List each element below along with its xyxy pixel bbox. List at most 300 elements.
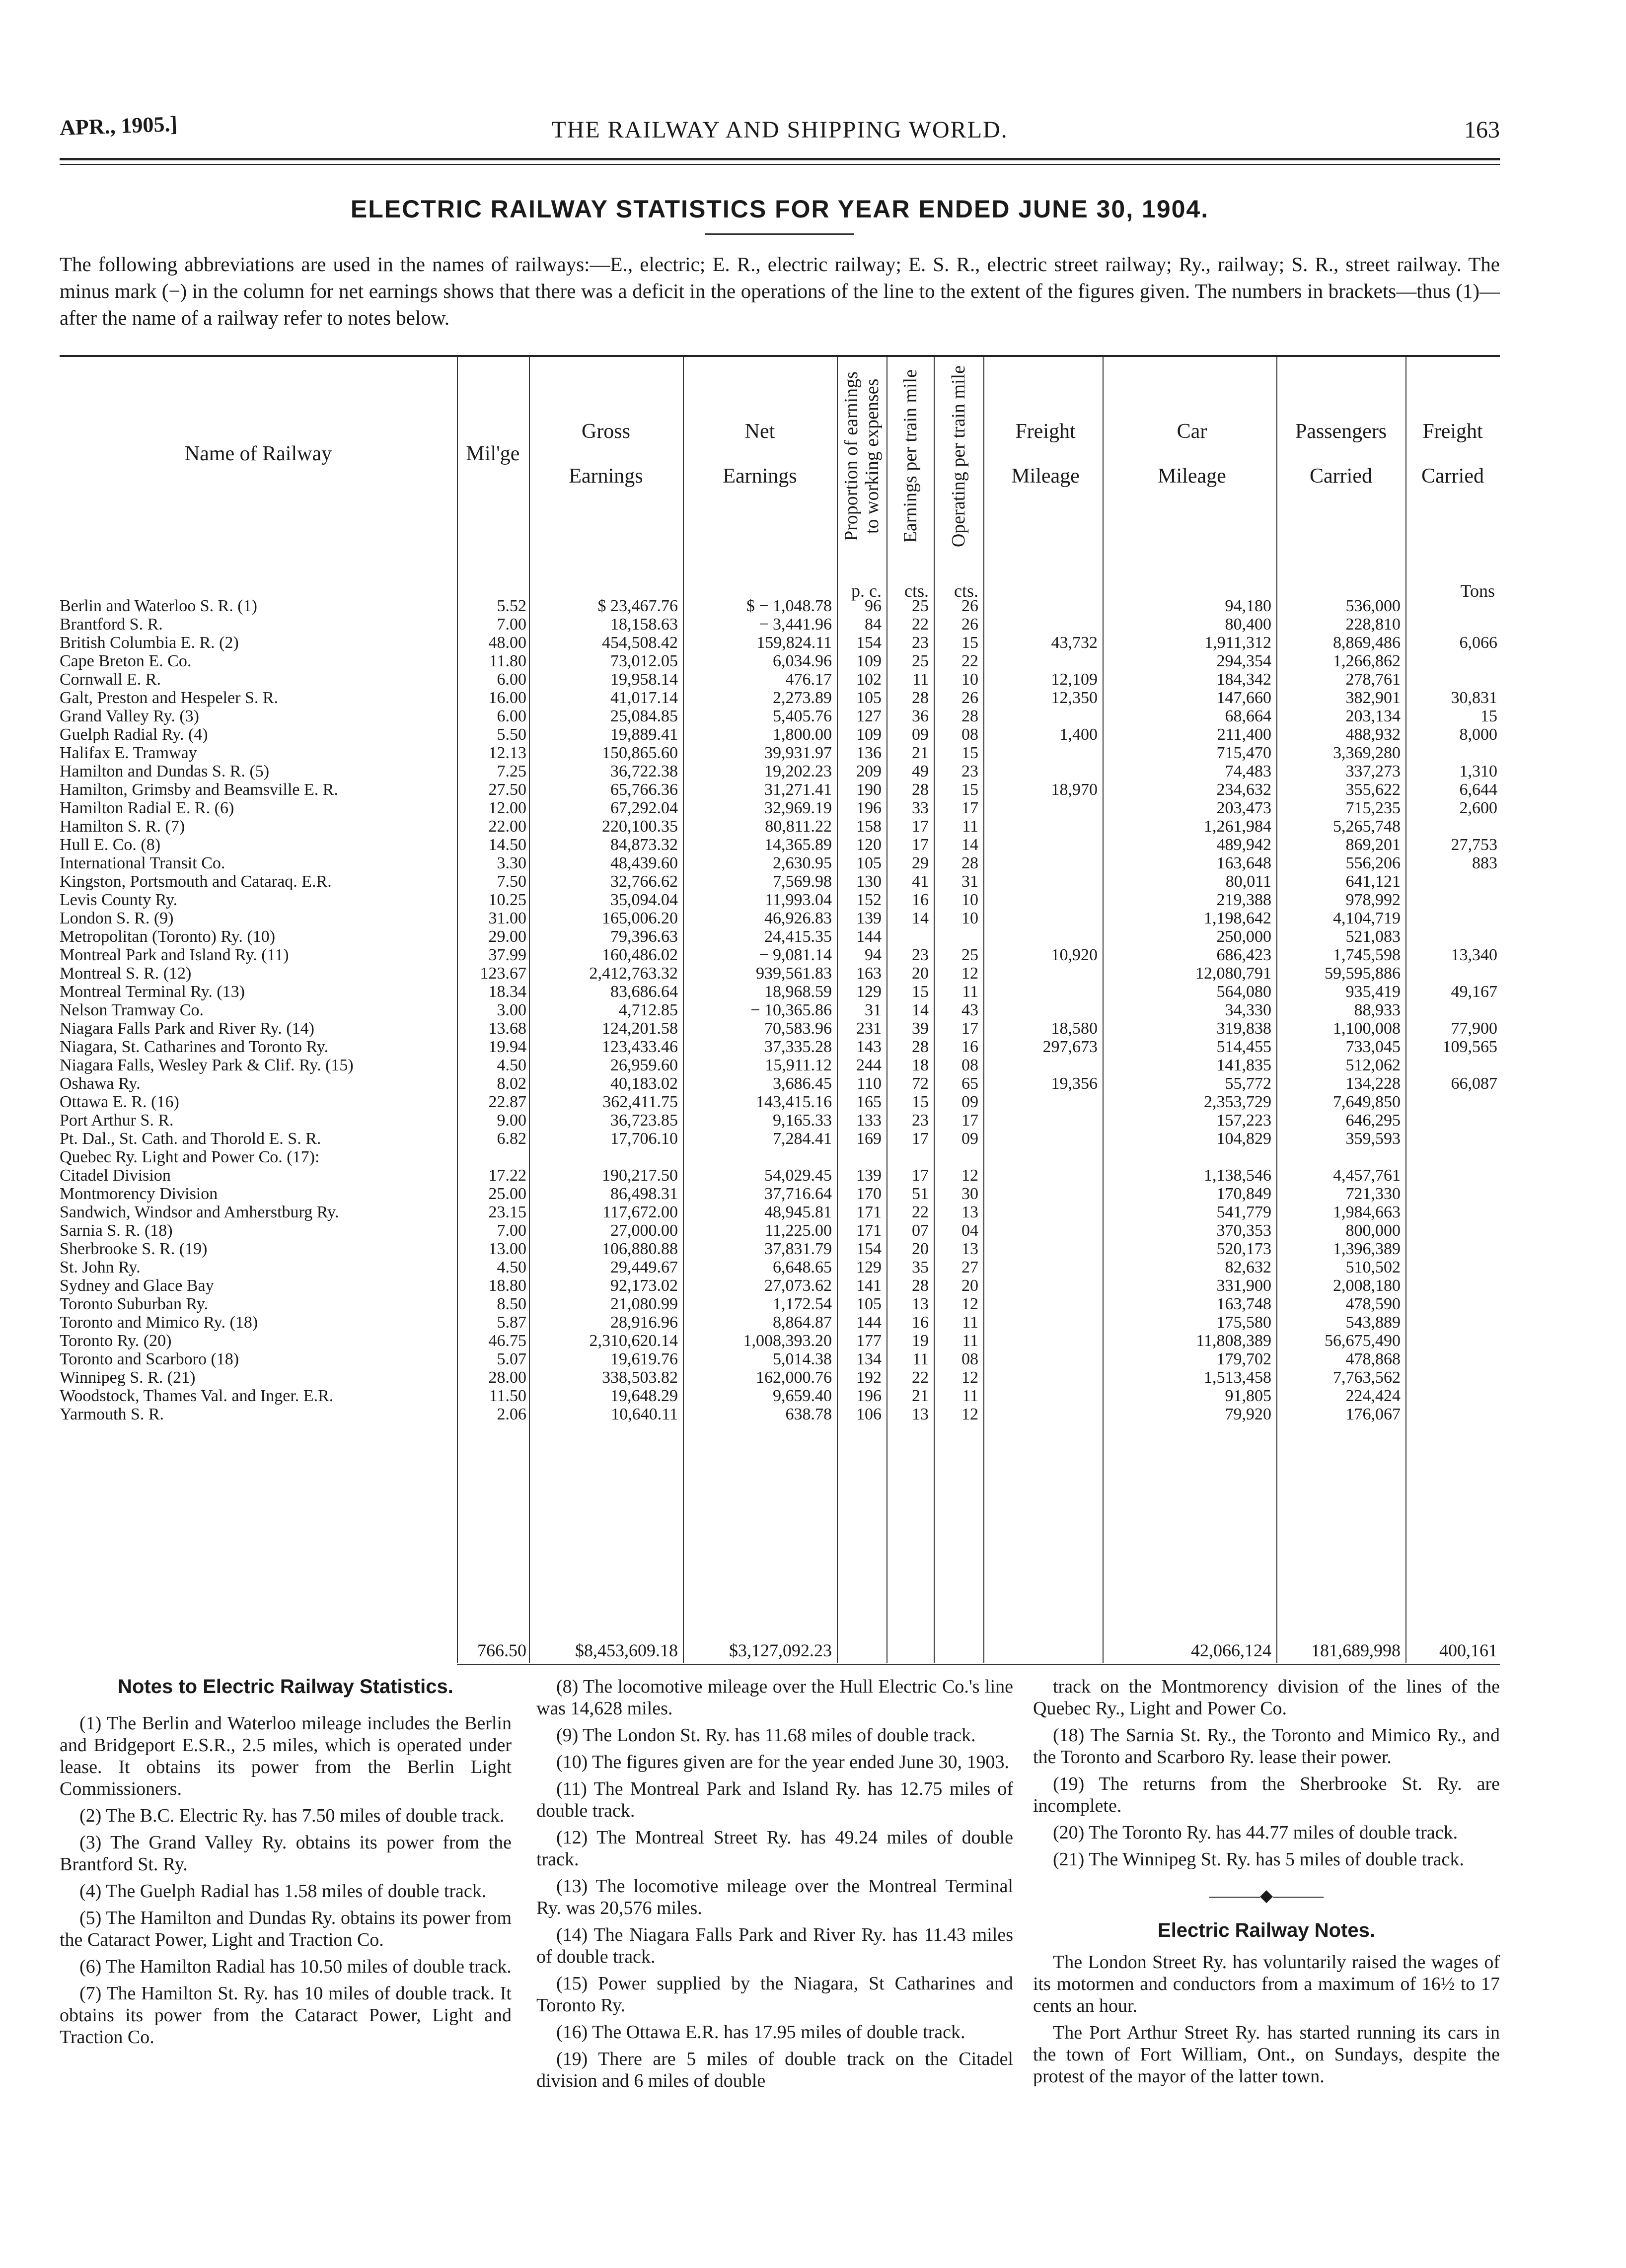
cell-net: − 9,081.14: [759, 946, 832, 964]
cell-cmil: 489,942: [1216, 836, 1271, 854]
cell-net: 37,716.64: [764, 1185, 832, 1203]
cell-prop: 129: [856, 983, 882, 1001]
cell-net: 31,271.41: [764, 780, 832, 799]
cell-net: 159,824.11: [756, 634, 832, 652]
cell-earn: 17: [912, 836, 929, 854]
table-row: [60, 1405, 1500, 1423]
railway-name: Hamilton, Grimsby and Beamsville E. R.: [60, 780, 338, 799]
note-paragraph: (2) The B.C. Electric Ry. has 7.50 miles of double track.: [79, 1805, 505, 1826]
cell-prop: 110: [857, 1074, 882, 1093]
cell-pass: 512,062: [1345, 1056, 1401, 1074]
note-paragraph: (3) The Grand Valley Ry. obtains its power from the Brantford St. Ry.: [60, 1832, 512, 1875]
cell-pass: 646,295: [1345, 1111, 1401, 1130]
cell-pass: 800,000: [1345, 1221, 1401, 1240]
cell-gross: 48,439.60: [610, 854, 678, 872]
cell-earn: 11: [912, 1350, 929, 1368]
cell-mil: 7.50: [497, 872, 526, 891]
totals-row: [60, 1638, 1500, 1663]
cell-op: 27: [961, 1258, 978, 1276]
cell-prop: 120: [856, 836, 882, 854]
railway-name: Toronto Suburban Ry.: [60, 1295, 209, 1313]
cell-gross: 2,310,620.14: [589, 1332, 678, 1350]
table-row: [60, 1185, 1500, 1203]
cell-earn: 22: [912, 1203, 929, 1221]
cell-gross: 29,449.67: [610, 1258, 678, 1276]
railway-name: Ottawa E. R. (16): [60, 1093, 179, 1111]
railway-name: Montreal Park and Island Ry. (11): [60, 946, 289, 964]
cell-net: 6,034.96: [773, 652, 832, 670]
cell-frt: 6,644: [1459, 780, 1497, 799]
cell-mil: 5.87: [497, 1313, 526, 1332]
cell-earn: 13: [912, 1405, 929, 1423]
table-row: [60, 725, 1500, 744]
header-rule-thin: [60, 164, 1500, 165]
cell-net: 939,561.83: [756, 964, 832, 983]
cell-cmil: 234,632: [1216, 780, 1271, 799]
cell-gross: 35,094.04: [610, 891, 678, 909]
cell-cmil: 12,080,791: [1195, 964, 1271, 983]
cell-gross: 41,017.14: [610, 689, 678, 707]
cell-cmil: 175,580: [1216, 1313, 1271, 1332]
cell-mil: 6.00: [497, 670, 526, 689]
cell-frt: 30,831: [1451, 689, 1497, 707]
railway-name: Sherbrooke S. R. (19): [60, 1240, 208, 1258]
cell-mil: 3.30: [497, 854, 526, 872]
cell-prop: 105: [856, 854, 882, 872]
cell-op: 11: [962, 1332, 978, 1350]
cell-earn: 36: [912, 707, 929, 725]
cell-prop: 134: [856, 1350, 882, 1368]
railway-name: Toronto and Mimico Ry. (18): [60, 1313, 258, 1332]
cell-earn: 25: [912, 597, 929, 615]
cell-fmil: 12,350: [1051, 689, 1098, 707]
cell-earn: 49: [912, 762, 929, 780]
cell-pass: 1,984,663: [1333, 1203, 1401, 1221]
cell-gross: 106,880.88: [602, 1240, 678, 1258]
note-paragraph: The Port Arthur Street Ry. has started running its cars in the town of Fort William, Ont., on Sundays, despite the protest of the mayor of the latter town.: [1033, 2022, 1500, 2087]
cell-pass: 355,622: [1345, 780, 1401, 799]
cell-cmil: 80,011: [1225, 872, 1271, 891]
cell-net: 476.17: [785, 670, 832, 689]
cell-pass: 4,104,719: [1333, 909, 1401, 927]
cell-mil: 6.82: [497, 1130, 526, 1148]
cell-pass: 337,273: [1345, 762, 1401, 780]
cell-gross: 32,766.62: [610, 872, 678, 891]
cell-frt: 66,087: [1451, 1074, 1497, 1093]
cell-earn: 28: [912, 780, 929, 799]
cell-frt: 8,000: [1459, 725, 1497, 744]
cell-gross: 27,000.00: [610, 1221, 678, 1240]
table-row: [60, 1258, 1500, 1276]
cell-prop: 154: [856, 1240, 882, 1258]
cell-earn: 51: [912, 1185, 929, 1203]
railway-name: International Transit Co.: [60, 854, 225, 872]
cell-op: 30: [961, 1185, 978, 1203]
cell-gross: 19,648.29: [610, 1387, 678, 1405]
cell-op: 11: [962, 817, 978, 836]
cell-earn: 35: [912, 1258, 929, 1276]
cell-mil: 4.50: [497, 1056, 526, 1074]
cell-frt: 6,066: [1459, 634, 1497, 652]
note-paragraph: (4) The Guelph Radial has 1.58 miles of double track.: [79, 1881, 487, 1902]
cell-cmil: 68,664: [1225, 707, 1271, 725]
cell-net: 54,029.45: [764, 1166, 832, 1185]
cell-prop: 133: [856, 1111, 882, 1130]
cell-net: 1,172.54: [773, 1295, 832, 1313]
cell-pass: 488,932: [1345, 725, 1401, 744]
cell-pass: 59,595,886: [1325, 964, 1401, 983]
cell-op: 11: [962, 983, 978, 1001]
cell-mil: 37.99: [488, 946, 526, 964]
cell-prop: 96: [865, 597, 882, 615]
railway-name: Woodstock, Thames Val. and Inger. E.R.: [60, 1387, 334, 1405]
note-paragraph: (19) There are 5 miles of double track on the Citadel division and 6 miles of double: [536, 2049, 1013, 2091]
notes-list: [536, 1676, 1013, 2092]
running-head: [60, 113, 1500, 148]
cell-prop: 192: [856, 1368, 882, 1387]
cell-gross: 2,412,763.32: [589, 964, 678, 983]
cell-mil: 18.34: [488, 983, 526, 1001]
cell-net: 6,648.65: [773, 1258, 832, 1276]
note-paragraph: (6) The Hamilton Radial has 10.50 miles of double track.: [79, 1956, 512, 1977]
table-row: [60, 597, 1500, 615]
cell-earn: 20: [912, 1240, 929, 1258]
cell-mil: 7.25: [497, 762, 526, 780]
cell-gross: 19,619.76: [610, 1350, 678, 1368]
cell-cmil: 520,173: [1216, 1240, 1271, 1258]
cell-cmil: 1,261,984: [1204, 817, 1271, 836]
cell-cmil: 1,138,546: [1204, 1166, 1271, 1185]
cell-fmil: 297,673: [1042, 1038, 1098, 1056]
cell-earn: 23: [912, 946, 929, 964]
cell-prop: 171: [856, 1203, 882, 1221]
statistics-table: [60, 355, 1500, 1678]
cell-frt: 883: [1472, 854, 1497, 872]
cell-earn: 20: [912, 964, 929, 983]
railway-name: Hull E. Co. (8): [60, 836, 161, 854]
cell-net: 5,405.76: [773, 707, 832, 725]
cell-op: 12: [961, 1166, 978, 1185]
cell-pass: 721,330: [1345, 1185, 1401, 1203]
table-row: [60, 1368, 1500, 1387]
cell-earn: 17: [912, 1130, 929, 1148]
cell-net: $ − 1,048.78: [746, 597, 832, 615]
table-row: [60, 1130, 1500, 1148]
cell-prop: 177: [856, 1332, 882, 1350]
cell-pass: 536,000: [1345, 597, 1401, 615]
total-mileage: 766.50: [477, 1640, 526, 1660]
cell-pass: 935,419: [1345, 983, 1401, 1001]
railway-name: Sandwich, Windsor and Amherstburg Ry.: [60, 1203, 339, 1221]
cell-gross: 160,486.02: [602, 946, 678, 964]
table-body: [60, 597, 1500, 1423]
cell-op: 13: [961, 1240, 978, 1258]
cell-pass: 134,228: [1345, 1074, 1401, 1093]
cell-gross: 83,686.64: [610, 983, 678, 1001]
cell-cmil: 74,483: [1225, 762, 1271, 780]
cell-mil: 11.80: [489, 652, 526, 670]
cell-cmil: 34,330: [1225, 1001, 1271, 1019]
cell-pass: 203,134: [1345, 707, 1401, 725]
railway-name: Yarmouth S. R.: [60, 1405, 164, 1423]
cell-fmil: 18,580: [1051, 1019, 1098, 1038]
cell-cmil: 564,080: [1216, 983, 1271, 1001]
cell-net: 1,800.00: [773, 725, 832, 744]
cell-earn: 17: [912, 817, 929, 836]
cell-net: 39,931.97: [764, 744, 832, 762]
railway-name: Sydney and Glace Bay: [60, 1276, 214, 1295]
note-paragraph: (5) The Hamilton and Dundas Ry. obtains its power from the Cataract Power, Light and Traction Co.: [60, 1908, 512, 1950]
cell-gross: 36,723.85: [610, 1111, 678, 1130]
railway-name: Niagara Falls Park and River Ry. (14): [60, 1019, 314, 1038]
cell-gross: 190,217.50: [602, 1166, 678, 1185]
railway-name: Niagara Falls, Wesley Park & Clif. Ry. (15): [60, 1056, 354, 1074]
total-freight: 400,161: [1439, 1640, 1497, 1660]
section-ornament: ———◆———: [1209, 1887, 1324, 1905]
railway-name: Cornwall E. R.: [60, 670, 161, 689]
railway-name: Kingston, Portsmouth and Cataraq. E.R.: [60, 872, 332, 891]
table-row: [60, 707, 1500, 725]
note-paragraph: (14) The Niagara Falls Park and River Ry. has 11.43 miles of double track.: [536, 1924, 1013, 1967]
note-paragraph: (20) The Toronto Ry. has 44.77 miles of double track.: [1053, 1822, 1458, 1843]
cell-frt: 49,167: [1451, 983, 1497, 1001]
cell-gross: 84,873.32: [610, 836, 678, 854]
cell-earn: 07: [912, 1221, 929, 1240]
cell-net: 9,165.33: [773, 1111, 832, 1130]
cell-mil: 8.02: [497, 1074, 526, 1093]
cell-op: 12: [961, 1405, 978, 1423]
note-paragraph: (10) The figures given are for the year ended June 30, 1903.: [556, 1752, 1010, 1772]
cell-earn: 19: [912, 1332, 929, 1350]
issue-date: APR., 1905.]: [59, 111, 178, 141]
cell-prop: 165: [856, 1093, 882, 1111]
cell-fmil: 19,356: [1051, 1074, 1098, 1093]
cell-pass: 733,045: [1345, 1038, 1401, 1056]
cell-pass: 510,502: [1345, 1258, 1401, 1276]
railway-name: Montmorency Division: [60, 1185, 218, 1203]
cell-prop: 144: [856, 1313, 882, 1332]
cell-pass: 5,265,748: [1333, 817, 1401, 836]
cell-mil: 3.00: [497, 1001, 526, 1019]
cell-pass: 4,457,761: [1333, 1166, 1401, 1185]
cell-op: 17: [961, 1019, 978, 1038]
cell-cmil: 94,180: [1225, 597, 1271, 615]
cell-cmil: 179,702: [1216, 1350, 1271, 1368]
article-intro: The following abbreviations are used in the names of railways:—E., electric; E. R., electric railway; E. S. R., electric street railway; Ry., railway; S. R., street railway. The minus mark (−) in the column for net earnings shows that there was a deficit in the operations of the line to the extent of the figures given. The numbers in brackets—thus (1)—after the name of a railway refer to notes below.: [60, 253, 1500, 329]
header-mileage: Mil'ge: [466, 442, 520, 465]
table-row: [60, 1074, 1500, 1093]
cell-mil: 14.50: [488, 836, 526, 854]
cell-cmil: 91,805: [1225, 1387, 1271, 1405]
table-row: [60, 1019, 1500, 1038]
cell-earn: 16: [912, 1313, 929, 1332]
table-row: [60, 817, 1500, 836]
cell-earn: 28: [912, 1276, 929, 1295]
cell-op: 17: [961, 1111, 978, 1130]
cell-op: 15: [961, 780, 978, 799]
journal-title: THE RAILWAY AND SHIPPING WORLD.: [551, 117, 1008, 143]
cell-cmil: 219,388: [1216, 891, 1271, 909]
cell-prop: 109: [856, 652, 882, 670]
cell-op: 26: [961, 615, 978, 634]
table-row: [60, 1276, 1500, 1295]
cell-net: 18,968.59: [764, 983, 832, 1001]
notes-column-2: [536, 1676, 1013, 2097]
cell-prop: 154: [856, 634, 882, 652]
table-row: [60, 1332, 1500, 1350]
totals-rule: [457, 1664, 1500, 1665]
cell-mil: 12.13: [488, 744, 526, 762]
cell-cmil: 250,000: [1216, 927, 1271, 946]
note-paragraph: (9) The London St. Ry. has 11.68 miles of double track.: [556, 1725, 976, 1746]
note-paragraph: (18) The Sarnia St. Ry., the Toronto and Mimico Ry., and the Toronto and Scarboro Ry. lease their power.: [1033, 1725, 1500, 1768]
cell-gross: 86,498.31: [610, 1185, 678, 1203]
cell-gross: 117,672.00: [602, 1203, 678, 1221]
cell-prop: 196: [856, 1387, 882, 1405]
unit-tons: Tons: [1460, 581, 1495, 601]
cell-pass: 478,868: [1345, 1350, 1401, 1368]
cell-earn: 39: [912, 1019, 929, 1038]
cell-prop: 127: [856, 707, 882, 725]
cell-earn: 28: [912, 689, 929, 707]
table-row: [60, 670, 1500, 689]
cell-net: 46,926.83: [764, 909, 832, 927]
table-row: [60, 744, 1500, 762]
cell-net: − 3,441.96: [759, 615, 832, 634]
cell-prop: 169: [856, 1130, 882, 1148]
cell-prop: 190: [856, 780, 882, 799]
cell-mil: 22.87: [488, 1093, 526, 1111]
cell-op: 08: [961, 1056, 978, 1074]
cell-gross: 28,916.96: [610, 1313, 678, 1332]
cell-fmil: 10,920: [1051, 946, 1098, 964]
header-passengers: Passengers Carried: [1295, 420, 1387, 488]
cell-cmil: 370,353: [1216, 1221, 1271, 1240]
cell-frt: 13,340: [1451, 946, 1497, 964]
cell-prop: 105: [856, 1295, 882, 1313]
cell-prop: 139: [856, 1166, 882, 1185]
cell-gross: 165,006.20: [602, 909, 678, 927]
cell-pass: 556,206: [1345, 854, 1401, 872]
cell-cmil: 203,473: [1216, 799, 1271, 817]
cell-gross: 26,959.60: [610, 1056, 678, 1074]
railway-notes: [1033, 1951, 1500, 2087]
cell-prop: 158: [856, 817, 882, 836]
cell-op: 26: [961, 689, 978, 707]
cell-cmil: 170,849: [1216, 1185, 1271, 1203]
note-paragraph: track on the Montmorency division of the lines of the Quebec Ry., Light and Power Co.: [1033, 1676, 1500, 1719]
table-row: [60, 1148, 1500, 1166]
cell-net: 9,659.40: [773, 1387, 832, 1405]
cell-op: 26: [961, 597, 978, 615]
table-row: [60, 1313, 1500, 1332]
cell-gross: 67,292.04: [610, 799, 678, 817]
cell-op: 12: [961, 1295, 978, 1313]
cell-earn: 28: [912, 1038, 929, 1056]
cell-net: 8,864.87: [773, 1313, 832, 1332]
cell-earn: 11: [912, 670, 929, 689]
notes-column-3: [1033, 1676, 1500, 2092]
header-operating-per-mile-label: Operating per train mile: [948, 365, 969, 548]
cell-prop: 94: [865, 946, 882, 964]
cell-op: 11: [962, 1313, 978, 1332]
cell-cmil: 79,920: [1225, 1405, 1271, 1423]
railway-name: Niagara, St. Catharines and Toronto Ry.: [60, 1038, 329, 1056]
cell-earn: 22: [912, 1368, 929, 1387]
cell-prop: 144: [856, 927, 882, 946]
cell-net: 638.78: [785, 1405, 832, 1423]
cell-prop: 139: [856, 909, 882, 927]
cell-earn: 18: [912, 1056, 929, 1074]
table-row: [60, 1350, 1500, 1368]
cell-cmil: 686,423: [1216, 946, 1271, 964]
railway-name: Montreal Terminal Ry. (13): [60, 983, 245, 1001]
total-gross: $8,453,609.18: [575, 1640, 678, 1660]
cell-mil: 25.00: [488, 1185, 526, 1203]
railway-name: Toronto and Scarboro (18): [60, 1350, 239, 1368]
cell-op: 10: [961, 891, 978, 909]
cell-net: 143,415.16: [756, 1093, 832, 1111]
cell-earn: 15: [912, 983, 929, 1001]
note-paragraph: (1) The Berlin and Waterloo mileage includes the Berlin and Bridgeport E.S.R., 2.5 miles, which is operated under lease. It obtains its power from the Berlin Light Commissioners.: [60, 1713, 512, 1799]
cell-mil: 48.00: [488, 634, 526, 652]
cell-earn: 72: [912, 1074, 929, 1093]
railway-name: London S. R. (9): [60, 909, 174, 927]
cell-earn: 14: [912, 909, 929, 927]
cell-prop: 209: [856, 762, 882, 780]
table-row: [60, 1295, 1500, 1313]
cell-mil: 19.94: [488, 1038, 526, 1056]
cell-mil: 5.50: [497, 725, 526, 744]
cell-cmil: 1,198,642: [1204, 909, 1271, 927]
title-divider: [705, 233, 854, 235]
cell-earn: 23: [912, 634, 929, 652]
cell-op: 15: [961, 634, 978, 652]
cell-op: 10: [961, 909, 978, 927]
notes-list: [1033, 1676, 1500, 1870]
railway-name: Montreal S. R. (12): [60, 964, 192, 983]
cell-pass: 56,675,490: [1325, 1332, 1401, 1350]
cell-cmil: 82,632: [1225, 1258, 1271, 1276]
table-row: [60, 854, 1500, 872]
cell-mil: 4.50: [497, 1258, 526, 1276]
cell-prop: 231: [856, 1019, 882, 1038]
cell-cmil: 157,223: [1216, 1111, 1271, 1130]
cell-net: 27,073.62: [764, 1276, 832, 1295]
unit-cents: cts.: [904, 581, 929, 601]
cell-op: 25: [961, 946, 978, 964]
cell-op: 14: [961, 836, 978, 854]
cell-op: 15: [961, 744, 978, 762]
page-number: 163: [1464, 117, 1500, 143]
cell-gross: 220,100.35: [602, 817, 678, 836]
cell-earn: 13: [912, 1295, 929, 1313]
railway-name: Galt, Preston and Hespeler S. R.: [60, 689, 279, 707]
header-earnings-per-mile: [887, 362, 934, 551]
cell-op: 11: [962, 1387, 978, 1405]
cell-mil: 6.00: [497, 707, 526, 725]
railway-name: Hamilton and Dundas S. R. (5): [60, 762, 270, 780]
cell-pass: 228,810: [1345, 615, 1401, 634]
cell-pass: 382,901: [1345, 689, 1401, 707]
cell-mil: 5.07: [497, 1350, 526, 1368]
table-row: [60, 1203, 1500, 1221]
cell-gross: 123,433.46: [602, 1038, 678, 1056]
cell-prop: 143: [856, 1038, 882, 1056]
cell-net: 48,945.81: [764, 1203, 832, 1221]
cell-net: 37,335.28: [764, 1038, 832, 1056]
header-name: Name of Railway: [184, 442, 332, 465]
